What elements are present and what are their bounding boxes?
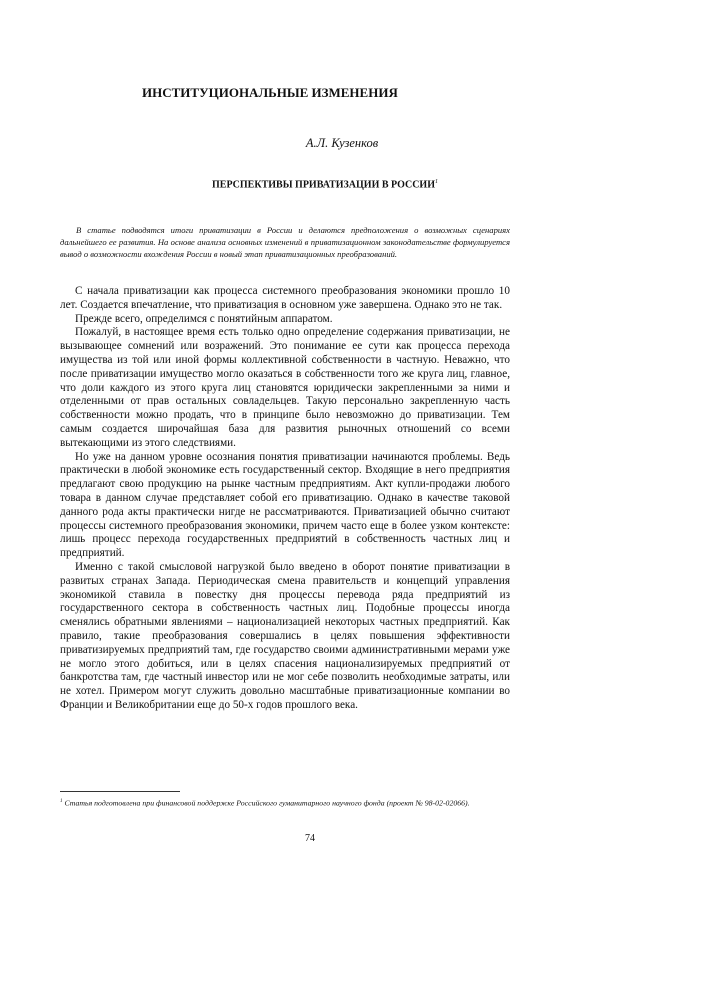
section-title: ИНСТИТУЦИОНАЛЬНЫЕ ИЗМЕНЕНИЯ	[142, 85, 398, 100]
paragraph: С начала приватизации как процесса системного преобразования экономики прошло 10 лет. Создается впечатление, что приватизация в основном уже завершена. Однако это не так.	[60, 285, 510, 311]
paragraph: Но уже на данном уровне осознания понятия приватизации начинаются проблемы. Ведь практически в любой экономике есть государственный сектор. Входящие в него предприятия предлагают свою продукцию на рынке частным предприятиям. Акт купли-продажи любого товара в данном случае представляет собой его приватизацию. Однако в качестве таковой данного рода акты практически нигде не рассматриваются. Приватизацией обычно считают процессы системного преобразования экономики, причем часто еще в более узком контексте: лишь процесс перехода государственных предприятий в собственность частных лиц и предприятий.	[60, 450, 510, 560]
footnote	[60, 796, 510, 809]
abstract: В статье подводятся итоги приватизации в России и делаются предположения о возможных сценариях дальнейшего ее развития. На основе анализа основных изменений в приватизационном законодательстве формулируется вывод о возможности вхождения России в новый этап приватизационных преобразований.	[60, 225, 510, 259]
author-name: А.Л. Кузенков	[305, 136, 379, 150]
footnote-divider	[60, 791, 180, 792]
page-number: 74	[305, 833, 315, 844]
footnote-marker: 1	[60, 799, 63, 804]
paragraph: Пожалуй, в настоящее время есть только одно определение содержания приватизации, не вызывающее сомнений или возражений. Это понимание ее сути как процесса перехода имущества из той или иной формы коллективной собственности в частную. Неважно, что после приватизации имущество могло оказаться в собственности того же круга лиц, главное, что доли каждого из этого круга лиц становятся юридически закрепленными за ними и отделенными от прав остальных совладельцев. Такую персонально закрепленную часть собственности можно продать, что в принципе было невозможно до приватизации. Тем самым создается широчайшая база для развития рыночных отношений со всеми вытекающими из этого следствиями.	[60, 326, 510, 449]
paragraph: Прежде всего, определимся с понятийным аппаратом.	[75, 312, 333, 325]
article-body	[60, 285, 510, 713]
paragraph: Именно с такой смысловой нагрузкой было введено в оборот понятие приватизации в развитых странах Запада. Периодическая смена правительств и концепций управления экономикой ставила в повестку дня процессы перевода ряда предприятий из государственного сектора в собственность частных лиц. Подобные процессы иногда сменялись обратными явлениями – национализацией некоторых частных предприятий. Как правило, такие преобразования совершались в целях повышения эффективности приватизируемых предприятий там, где государство своими административными мерами уже не могло этого добиться, или в целях спасения национализируемых предприятий от банкротства там, где частный инвестор или не мог себе позволить необходимые затраты, или не хотел. Примером могут служить довольно масштабные приватизационные компании во Франции и Великобритании еще до 50-х годов прошлого века.	[60, 560, 510, 711]
footnote-reference[interactable]: 1	[435, 179, 438, 185]
article-title-text: ПЕРСПЕКТИВЫ ПРИВАТИЗАЦИИ В РОССИИ	[212, 179, 435, 191]
page	[60, 0, 510, 1004]
article-title	[60, 179, 510, 190]
footnote-text: Статья подготовлена при финансовой поддержке Российского гуманитарного научного фонда (проект № 98-02-02066).	[62, 798, 470, 808]
